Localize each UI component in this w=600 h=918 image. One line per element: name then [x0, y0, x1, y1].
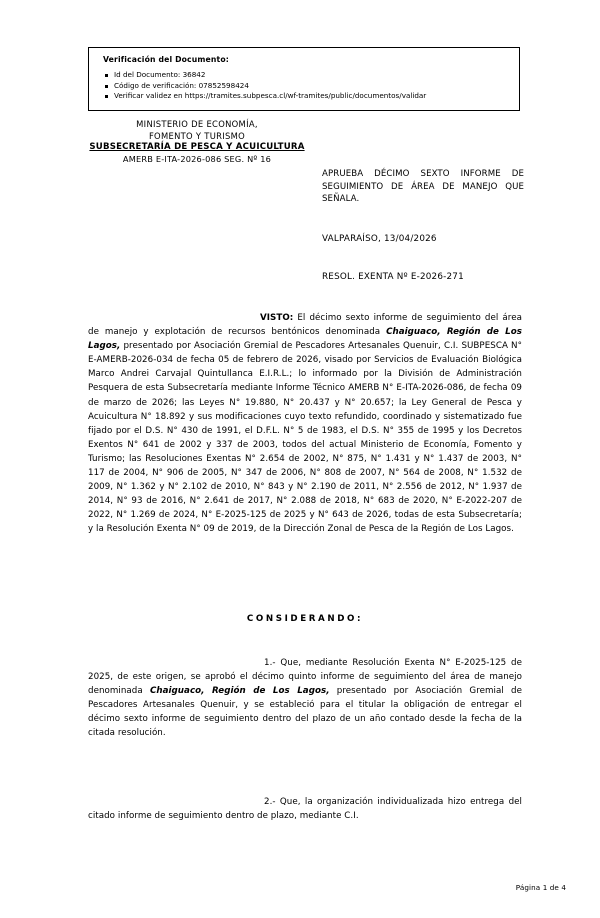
verification-title: Verificación del Documento: — [103, 55, 230, 64]
considerando-item-2 — [88, 795, 522, 823]
p1-area-name: Chaiguaco, Región de Los Lagos, — [149, 686, 330, 697]
amerb-code: AMERB E-ITA-2026-086 SEG. Nº 16 — [122, 153, 272, 164]
resolution-number: RESOL. EXENTA Nº E-2026-271 — [322, 272, 464, 282]
considerando-heading: CONSIDERANDO: — [246, 614, 364, 624]
visto-paragraph — [88, 311, 522, 537]
ministry-line-2: FOMENTO Y TURISMO — [148, 130, 246, 141]
considerando-item-1 — [88, 656, 522, 741]
visto-text-part-1: El décimo sexto informe de seguimiento del área de manejo y explotación de recursos bentónicos denominada — [88, 313, 522, 338]
subsecretaria-title: SUBSECRETARÍA DE PESCA Y ACUICULTURA — [89, 142, 305, 153]
p1-text-part-2: presentado por Asociación Gremial de Pescadores Artesanales Quenuir, y se estableció para el titular la obligación de entregar el décimo sexto informe de seguimiento dentro del plazo de un año contado desde la fecha de la citada resolución. — [88, 686, 522, 739]
page-footer: Página 1 de 4 — [515, 883, 566, 892]
p1-text-part-1: 1.- Que, mediante Resolución Exenta N° E-2025-125 de 2025, de este origen, se aprobó el décimo quinto informe de seguimiento del área de manejo denominada — [88, 658, 522, 697]
place-and-date: VALPARAÍSO, 13/04/2026 — [322, 234, 437, 244]
p2-text: 2.- Que, la organización individualizada hizo entrega del citado informe de seguimiento dentro de plazo, mediante C.I. — [88, 797, 522, 822]
verification-item-code: Código de verificación: 07852598424 — [103, 81, 509, 92]
ministry-line-1: MINISTERIO DE ECONOMÍA, — [136, 119, 258, 129]
verification-list — [103, 70, 509, 102]
visto-area-name: Chaiguaco, Región de Los Lagos, — [88, 327, 522, 352]
ministry-header — [56, 119, 338, 165]
visto-label: VISTO: — [260, 313, 294, 323]
verification-item-validate-url: Verificar validez en https://tramites.subpesca.cl/wf-tramites/public/documentos/validar — [103, 91, 509, 102]
visto-text-part-2: presentado por Asociación Gremial de Pescadores Artesanales Quenuir, C.I. SUBPESCA N° E-AMERB-2026-034 de fecha 05 de febrero de 2026, visado por Servicios de Evaluación Biológica Marco Andrei Carvajal Quintullanca E.I.R.L.; lo informado por la División de Administración Pesquera de esta Subsecretaría mediante Informe Técnico AMERB N° E-ITA-2026-086, de fecha 09 de marzo de 2026; las Leyes N° 19.880, N° 20.437 y N° 20.657; la Ley General de Pesca y Acuicultura N° 18.892 y sus modificaciones cuyo texto refundido, coordinado y sistematizado fue fijado por el D.S. N° 430 de 1991, el D.F.L. N° 5 de 1983, el D.S. N° 355 de 1995 y los Decretos Exentos N° 641 de 2002 y 337 de 2003, todos del actual Ministerio de Economía, Fomento y Turismo; las Resoluciones Exentas N° 2.654 de 2002, N° 875, N° 1.431 y N° 1.437 de 2003, N° 117 de 2004, N° 906 de 2005, N° 347 de 2006, N° 808 de 2007, N° 564 de 2008, N° 1.532 de 2009, N° 1.362 y N° 2.102 de 2010, N° 843 y N° 2.190 de 2011, N° 2.556 de 2012, N° 1.937 de 2014, N° 93 de 2016, N° 2.641 de 2017, N° 2.088 de 2018, N° 683 de 2020, N° E-2022-207 de 2022, N° 1.269 de 2024, N° E-2025-125 de 2025 y N° 643 de 2026, todas de esta Subsecretaría; y la Resolución Exenta N° 09 de 2019, de la Dirección Zonal de Pesca de la Región de Los Lagos. — [88, 341, 522, 535]
verification-item-document-id: Id del Documento: 36842 — [103, 70, 509, 81]
resolution-subject: APRUEBA DÉCIMO SEXTO INFORME DE SEGUIMIENTO DE ÁREA DE MANEJO QUE SEÑALA. — [322, 169, 524, 205]
verification-box — [88, 47, 520, 111]
